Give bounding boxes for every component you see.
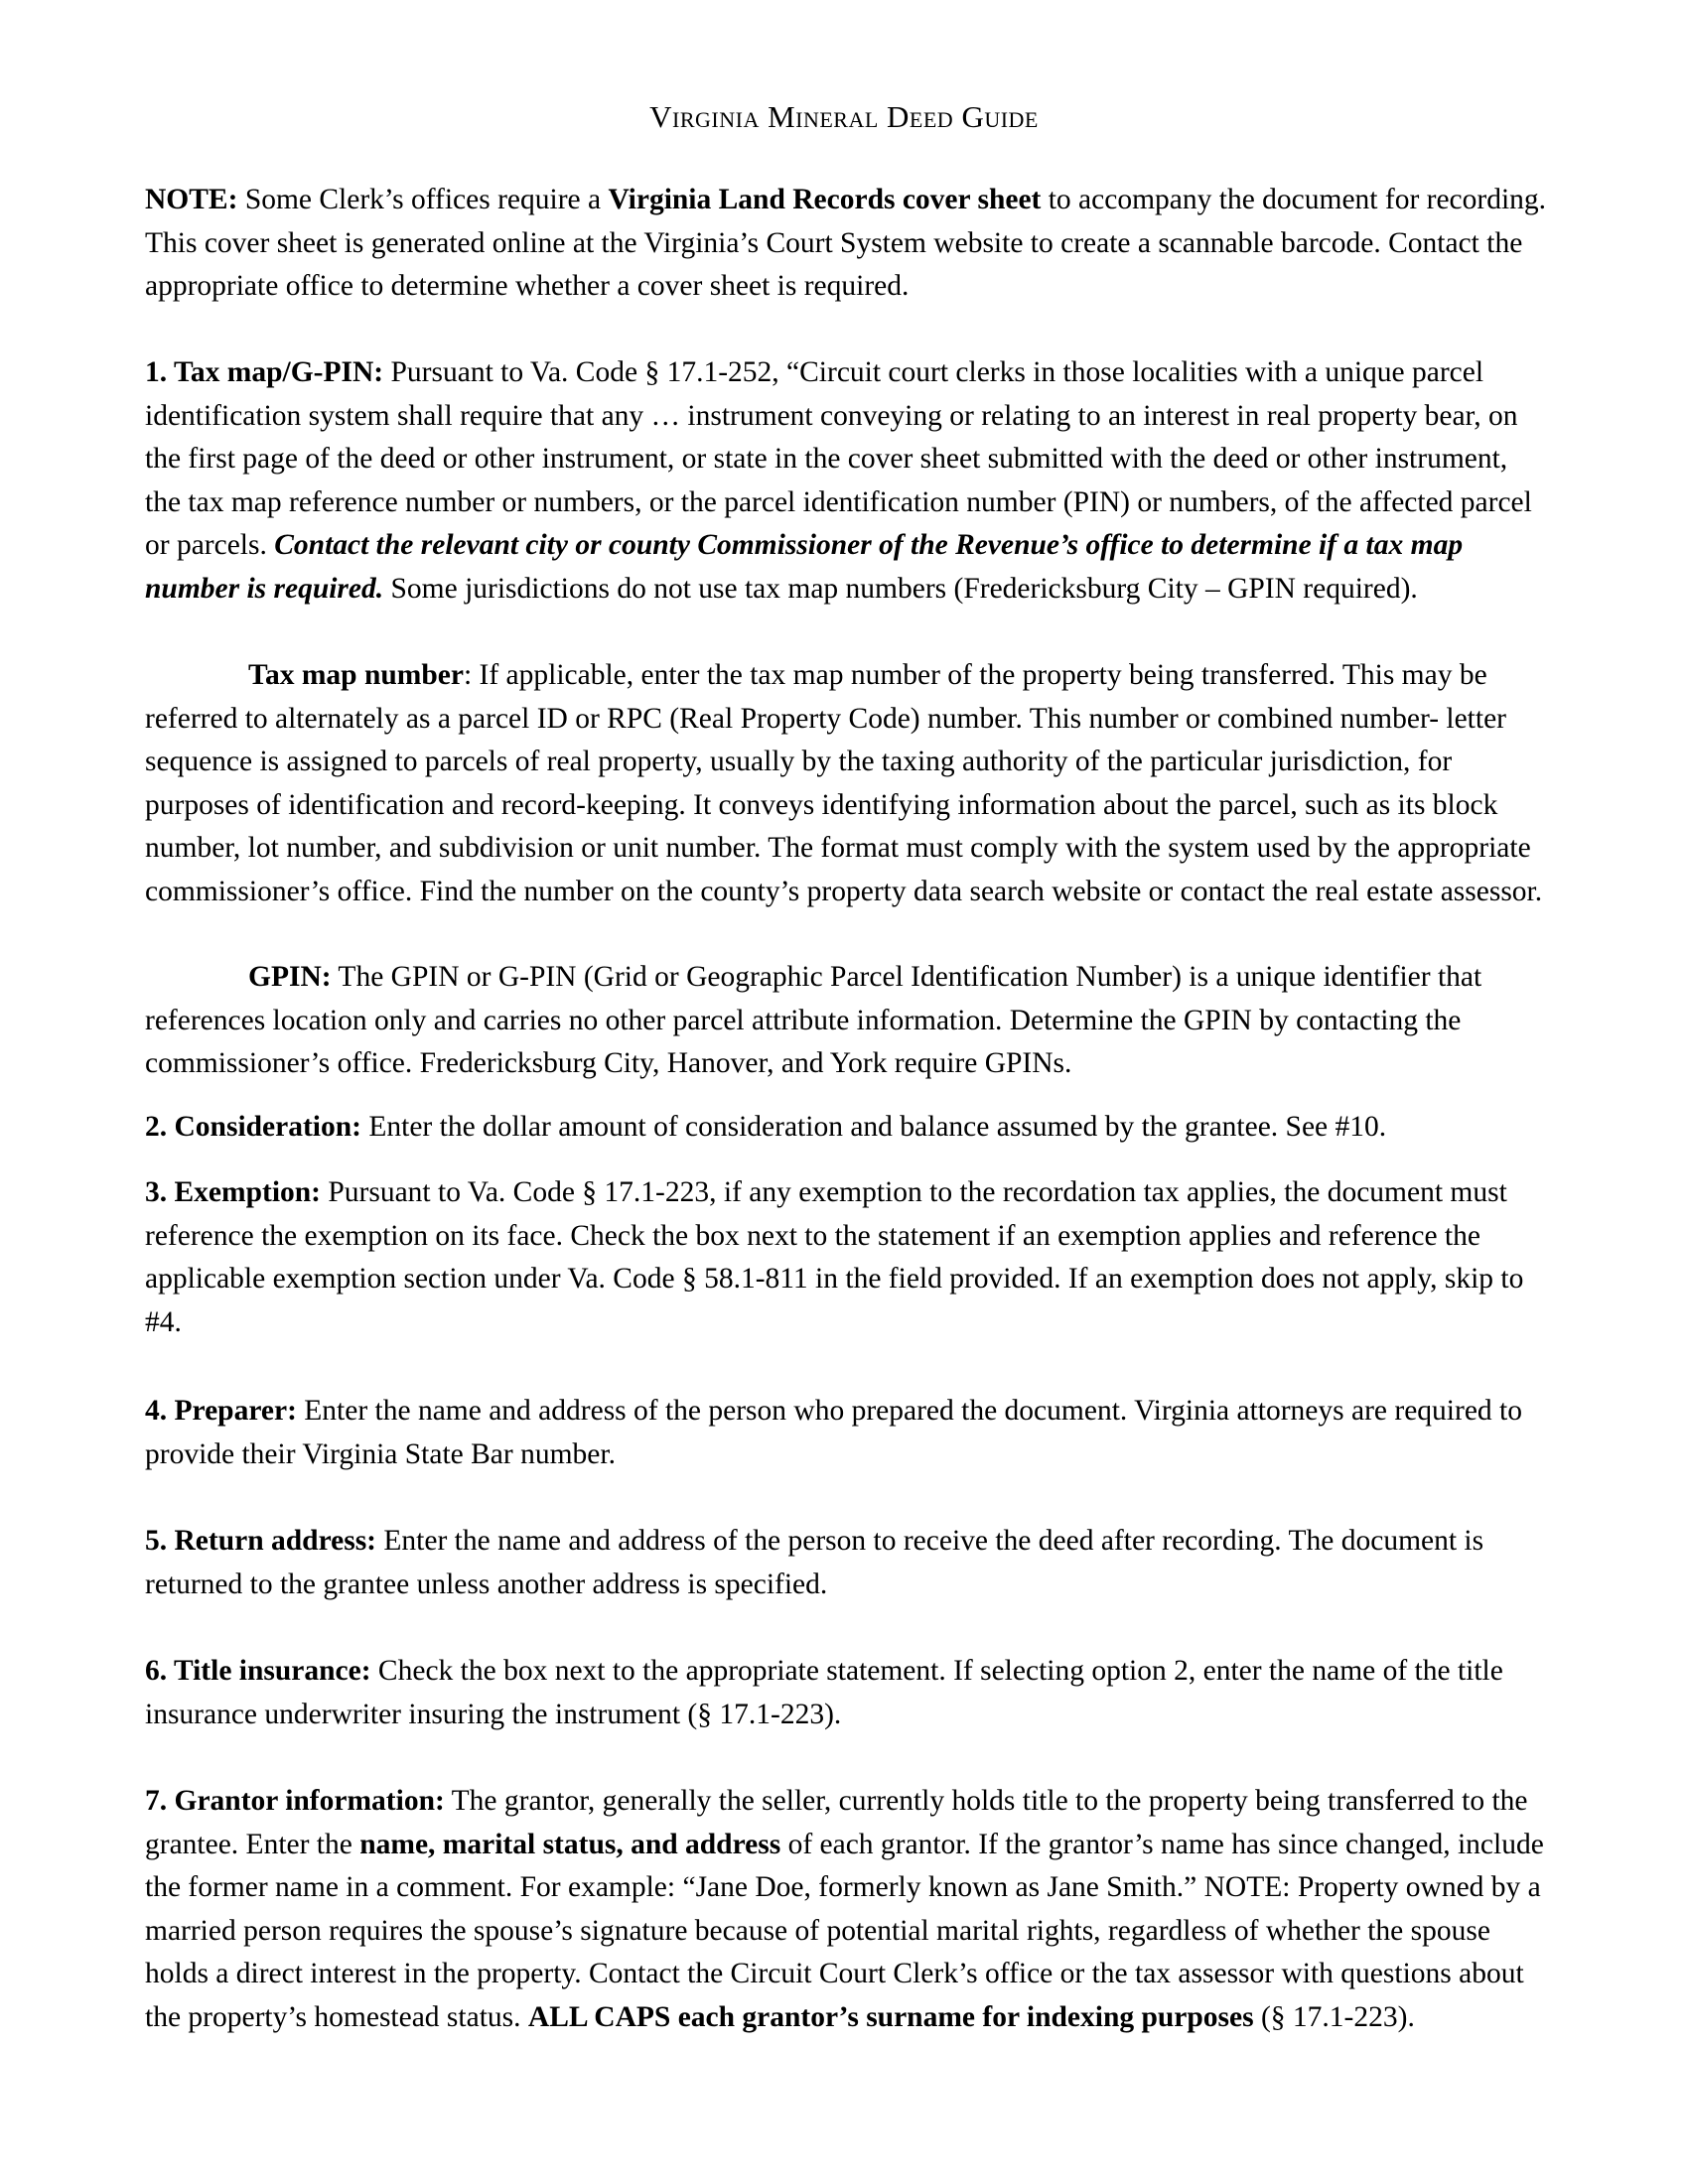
item-1-label: 1. Tax map/G-PIN:: [145, 356, 384, 388]
item-7-label: 7. Grantor information:: [145, 1785, 445, 1817]
item-6-text: Check the box next to the appropriate statement. If selecting option 2, enter the name of the title insurance underwriter insuring the instrument (§ 17.1-223).: [145, 1655, 1503, 1730]
item-7-all-caps-emphasis: ALL CAPS each grantor’s surname for indexing purposes: [527, 2000, 1254, 2033]
item-1-tax-map-paragraph: [145, 351, 1550, 611]
note-paragraph: [145, 179, 1550, 309]
note-text-2: to accompany the document for recording. This cover sheet is generated online at the Virginia’s Court System website to create a scannable barcode. Contact the appropriate office to determine whether a cover sheet is required.: [145, 184, 1547, 302]
page-title: Virginia Mineral Deed Guide: [649, 99, 1039, 134]
item-3-label: 3. Exemption:: [145, 1176, 321, 1208]
item-5-return-address-paragraph: [145, 1520, 1550, 1606]
item-1-text-2: Some jurisdictions do not use tax map numbers (Fredericksburg City – GPIN required).: [383, 572, 1418, 605]
item-3-exemption-paragraph: [145, 1171, 1550, 1344]
item-2-consideration-paragraph: [145, 1106, 1550, 1150]
tax-map-number-paragraph: [145, 654, 1550, 913]
item-6-title-insurance-paragraph: [145, 1650, 1550, 1736]
item-4-label: 4. Preparer:: [145, 1395, 297, 1427]
item-7-name-status-address-emphasis: name, marital status, and address: [359, 1828, 781, 1860]
note-cover-sheet-emphasis: Virginia Land Records cover sheet: [608, 184, 1042, 215]
item-1-contact-emphasis: Contact the relevant city or county Commissioner of the Revenue’s office to determine if a tax map number is required.: [145, 529, 1464, 605]
gpin-paragraph: [145, 956, 1550, 1086]
item-2-label: 2. Consideration:: [145, 1111, 361, 1143]
item-7-text-1: The grantor, generally the seller, currently holds title to the property being transferred to the grantee. Enter the: [145, 1785, 1528, 1860]
item-5-text: Enter the name and address of the person to receive the deed after recording. The document is returned to the grantee unless another address is specified.: [145, 1525, 1484, 1600]
item-7-grantor-information-paragraph: [145, 1780, 1550, 2039]
item-7-text-3: (§ 17.1-223).: [1253, 2000, 1415, 2033]
item-5-label: 5. Return address:: [145, 1525, 377, 1557]
item-3-text: Pursuant to Va. Code § 17.1-223, if any exemption to the recordation tax applies, the document must reference the exemption on its face. Check the box next to the statement if an exemption applies and reference the applicable exemption section under Va. Code § 58.1-811 in the field provided. If an exemption does not apply, skip to #4.: [145, 1176, 1524, 1338]
item-1-text-1: Pursuant to Va. Code § 17.1-252, “Circuit court clerks in those localities with a unique parcel identification system shall require that any … instrument conveying or relating to an interest in real property bear, on the first page of the deed or other instrument, or state in the cover sheet submitted with the deed or other instrument, the tax map reference number or numbers, or the parcel identification number (PIN) or numbers, of the affected parcel or parcels.: [145, 356, 1532, 561]
item-4-preparer-paragraph: [145, 1390, 1550, 1476]
item-7-text-2: of each grantor. If the grantor’s name has since changed, include the former name in a comment. For example: “Jane Doe, formerly known as Jane Smith.” NOTE: Property owned by a married person requires the spouse’s signature because of potential marital rights, regardless of whether the spouse holds a direct interest in the property. Contact the Circuit Court Clerk’s office or the tax assessor with questions about the property’s homestead status.: [145, 1828, 1544, 2033]
note-label: NOTE:: [145, 184, 238, 215]
item-4-text: Enter the name and address of the person who prepared the document. Virginia attorneys are required to provide their Virginia State Bar number.: [145, 1395, 1522, 1470]
tax-map-number-label: Tax map number: [248, 659, 464, 691]
tax-map-number-text: : If applicable, enter the tax map number of the property being transferred. This may be referred to alternately as a parcel ID or RPC (Real Property Code) number. This number or combined number- letter sequence is assigned to parcels of real property, usually by the taxing authority of the particular jurisdiction, for purposes of identification and record-keeping. It conveys identifying information about the parcel, such as its block number, lot number, and subdivision or unit number. The format must comply with the system used by the appropriate commissioner’s office. Find the number on the county’s property data search website or contact the real estate assessor.: [145, 659, 1543, 907]
item-2-text: Enter the dollar amount of consideration and balance assumed by the grantee. See #10.: [360, 1111, 1387, 1143]
gpin-label: GPIN:: [248, 961, 332, 993]
gpin-text: The GPIN or G-PIN (Grid or Geographic Parcel Identification Number) is a unique identifier that references location only and carries no other parcel attribute information. Determine the GPIN by contacting the commissioner’s office. Fredericksburg City, Hanover, and York require GPINs.: [145, 961, 1482, 1079]
note-text-1: Some Clerk’s offices require a: [237, 184, 609, 215]
item-6-label: 6. Title insurance:: [145, 1655, 371, 1687]
